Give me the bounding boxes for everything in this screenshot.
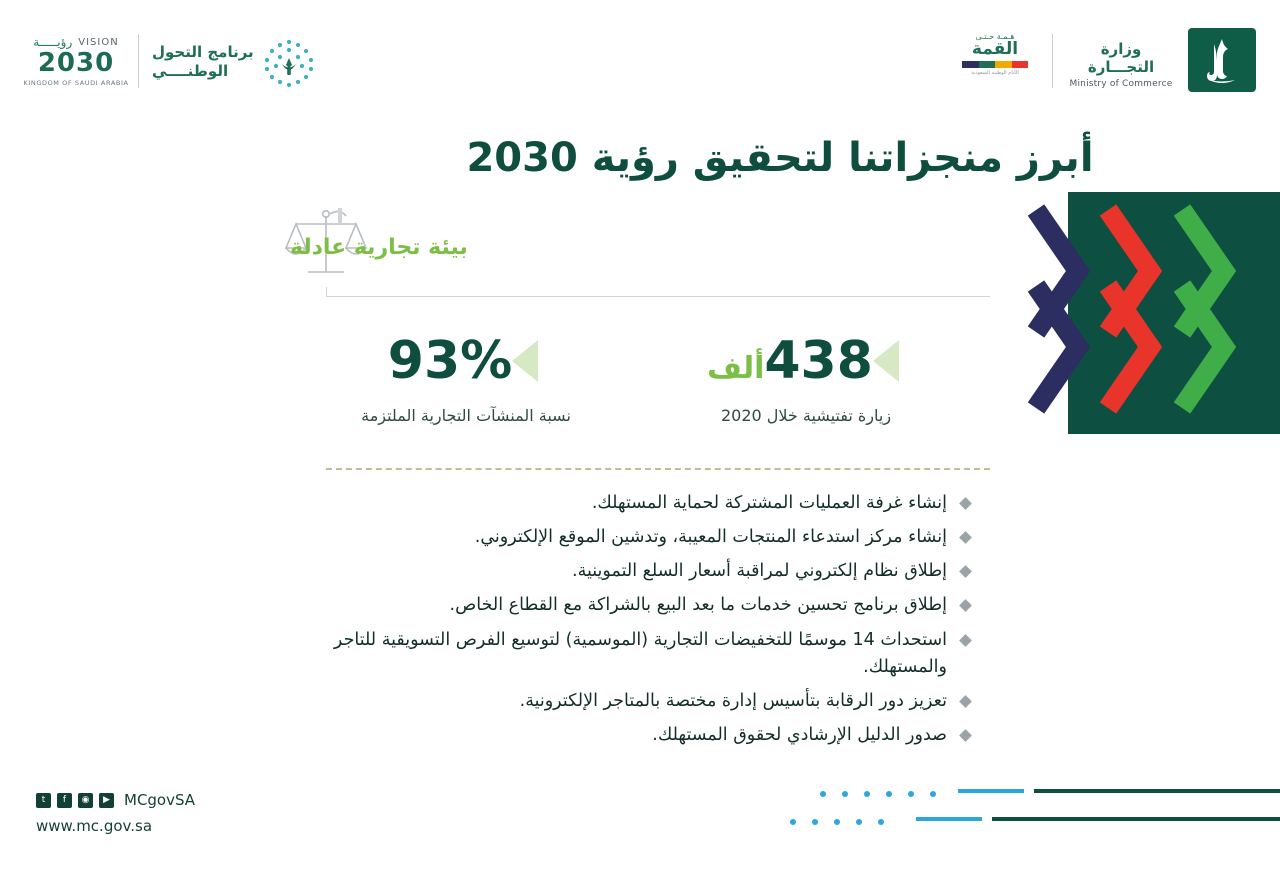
vision-2030-logo — [22, 30, 130, 92]
stat-arrow-icon — [873, 340, 899, 382]
header-divider-right — [1052, 34, 1053, 88]
header-divider-left — [138, 34, 139, 88]
footer-dot-row-2 — [790, 819, 884, 825]
ntp-line2: الوطنــــي — [152, 62, 229, 80]
footer-contact — [36, 791, 195, 835]
list-item — [290, 558, 970, 585]
stat-unit: ألف — [707, 351, 765, 386]
footer-bar-blue-2 — [916, 817, 982, 821]
himma-hatta-alqimma-logo — [962, 32, 1028, 90]
stat-value: 93% — [387, 331, 513, 391]
instagram-icon[interactable]: ◉ — [78, 793, 93, 808]
stat-card-1 — [632, 330, 980, 425]
section-title: بيئة تجارية عادلة — [290, 235, 468, 260]
stat-card-2 — [292, 330, 640, 425]
himma-main-text: القمة — [971, 39, 1019, 59]
diamond-bullet-icon — [959, 695, 972, 708]
stat-value: 438ألف — [707, 331, 873, 391]
diamond-bullet-icon — [959, 497, 972, 510]
ntp-dots-emblem-icon — [258, 36, 320, 90]
vision-number: 2030 — [37, 48, 115, 78]
decorative-chevrons — [1022, 196, 1280, 432]
stat-caption: نسبة المنشآت التجارية الملتزمة — [361, 406, 571, 425]
twitter-icon[interactable]: t — [36, 793, 51, 808]
list-item-text: إطلاق نظام إلكتروني لمراقبة أسعار السلع التموينية. — [572, 561, 947, 582]
footer-bar-green-2 — [992, 817, 1280, 821]
youtube-icon[interactable]: ▶ — [99, 793, 114, 808]
dashed-separator — [326, 468, 990, 470]
list-item-text: استحداث 14 موسمًا للتخفيضات التجارية (الموسمية) لتوسيع الفرص التسويقية للتاجر والمستهلك. — [333, 629, 947, 677]
national-transformation-program-logo — [152, 36, 262, 88]
list-item — [290, 592, 970, 619]
achievements-list — [290, 490, 970, 756]
diamond-bullet-icon — [959, 729, 972, 742]
list-item — [290, 627, 970, 681]
himma-top-text: هـمـة حـتـى — [975, 32, 1015, 41]
ntp-line1: برنامج التحول — [152, 43, 254, 62]
list-item-text: إطلاق برنامج تحسين خدمات ما بعد البيع بالشراكة مع القطاع الخاص. — [449, 595, 947, 616]
stat-arrow-icon — [512, 340, 538, 382]
footer-bar-blue-1 — [958, 789, 1024, 793]
ministry-name-en: Ministry of Commerce — [1069, 79, 1173, 89]
footer-decoration — [790, 781, 1280, 841]
saudi-emblem-icon — [1188, 28, 1256, 92]
website-url[interactable]: www.mc.gov.sa — [36, 817, 153, 835]
vision-label-en: VISION — [78, 36, 119, 48]
list-item — [290, 524, 970, 551]
page-title: أبرز منجزاتنا لتحقيق رؤية 2030 — [466, 135, 1094, 181]
list-item-text: تعزيز دور الرقابة بتأسيس إدارة مختصة بالمتاجر الإلكترونية. — [519, 690, 947, 711]
diamond-bullet-icon — [959, 600, 972, 613]
list-item — [290, 722, 970, 749]
list-item-text: إنشاء مركز استدعاء المنتجات المعيبة، وتدشين الموقع الإلكتروني. — [474, 527, 947, 548]
himma-color-bar — [962, 61, 1028, 68]
list-item-text: صدور الدليل الإرشادي لحقوق المستهلك. — [652, 724, 947, 745]
diamond-bullet-icon — [959, 634, 972, 647]
stat-caption: زيارة تفتيشية خلال 2020 — [720, 406, 892, 425]
list-item — [290, 490, 970, 517]
footer-dot-row-1 — [820, 791, 936, 797]
ministry-name-ar: وزارة التجـــارة — [1087, 40, 1155, 76]
list-item — [290, 688, 970, 715]
list-item-text: إنشاء غرفة العمليات المشتركة لحماية المستهلك. — [591, 493, 947, 513]
diamond-bullet-icon — [959, 565, 972, 578]
facebook-icon[interactable]: f — [57, 793, 72, 808]
section-underline — [326, 296, 990, 297]
social-handle: MCgovSA — [124, 791, 196, 809]
vision-label-ar: رؤيـــــة — [33, 35, 73, 49]
ministry-name-block — [1066, 40, 1176, 89]
diamond-bullet-icon — [959, 531, 972, 544]
footer-bar-green-1 — [1034, 789, 1280, 793]
himma-sub-text: الأيام الوطنية السعودية — [971, 70, 1019, 76]
vision-sub-en: KINGDOM OF SAUDI ARABIA — [23, 79, 129, 87]
header-bar — [0, 0, 1280, 120]
